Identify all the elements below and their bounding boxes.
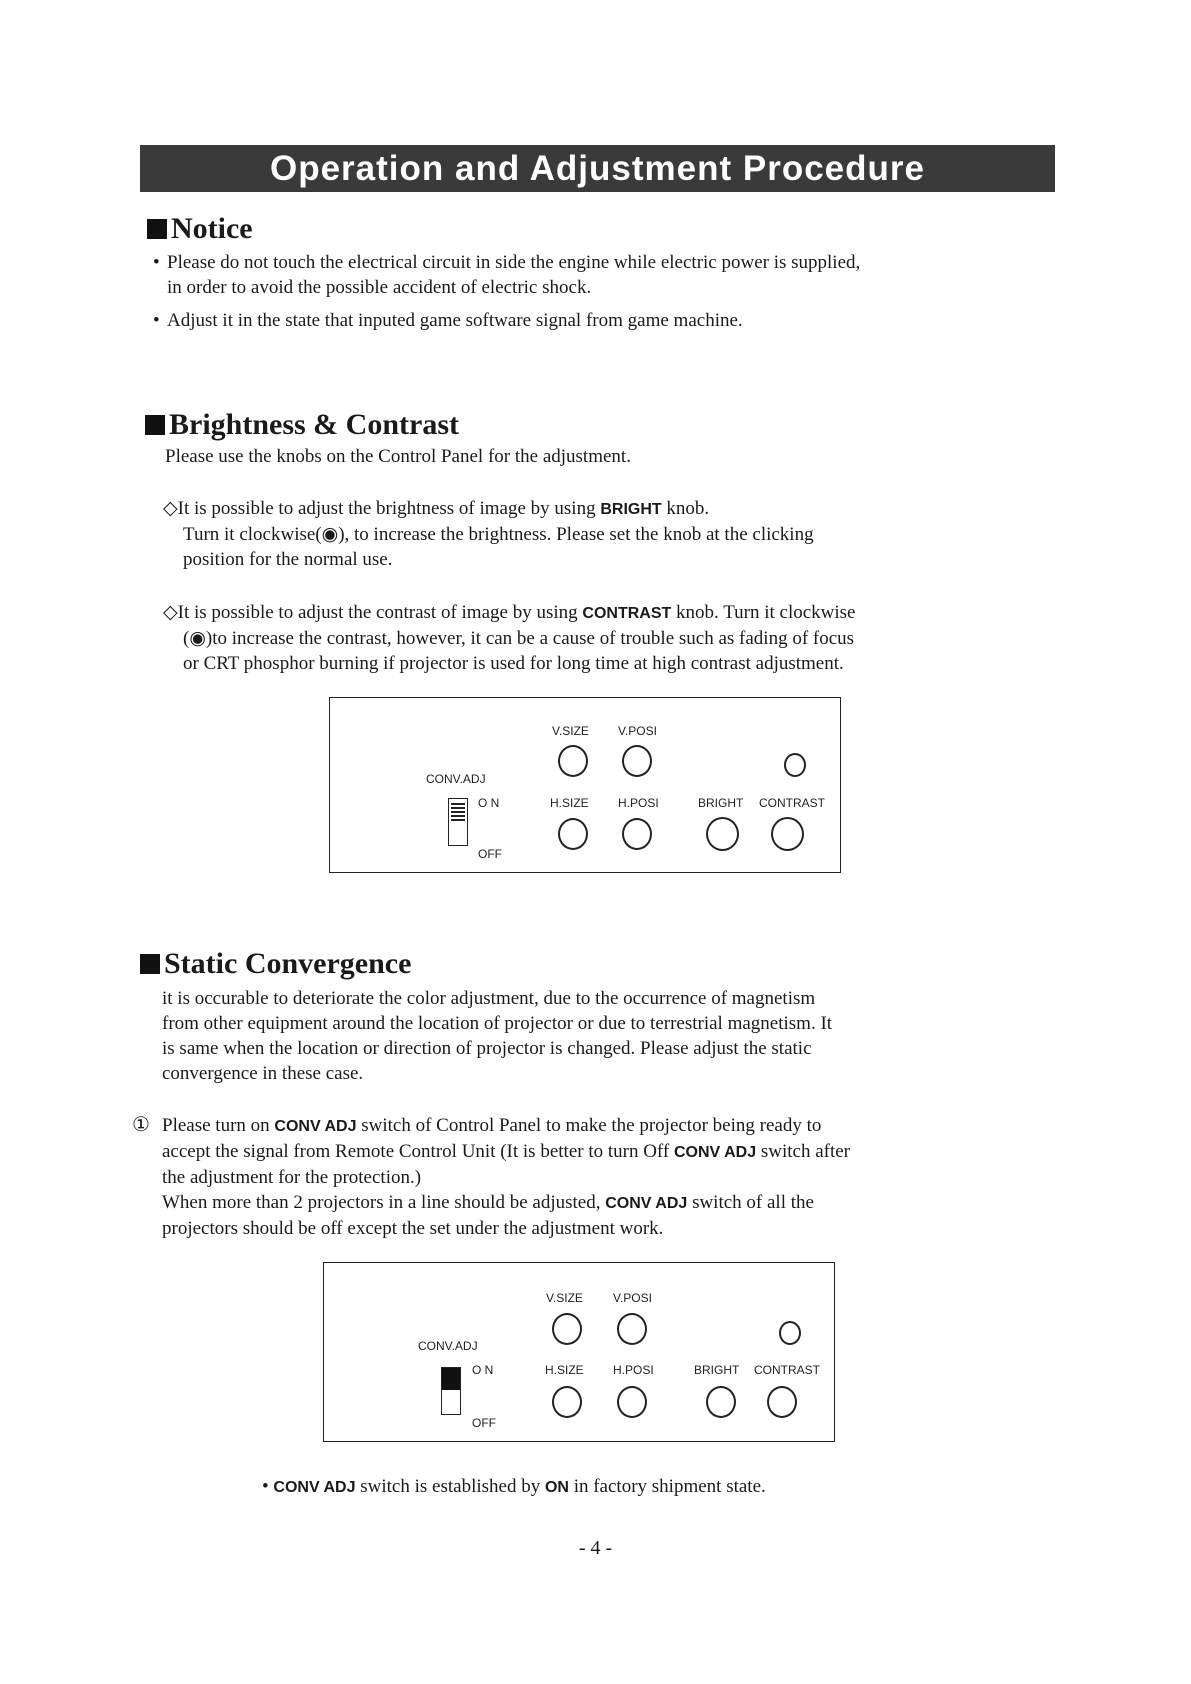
bright-label: BRIGHT (698, 796, 744, 810)
brightness-item-body: Turn it clockwise(◉), to increase the brightness. Please set the knob at the clicking position for the normal use. (183, 524, 814, 570)
hsize-knob (558, 818, 588, 850)
switch-on-label: O N (472, 1363, 494, 1377)
bright-knob (706, 1386, 736, 1418)
step-number: ① (132, 1114, 150, 1136)
square-bullet-icon (145, 415, 165, 435)
conv-adj-switch (448, 798, 468, 846)
contrast-item: ◇It is possible to adjust the contrast of image by using CONTRAST knob. Turn it clockwise (163, 602, 856, 623)
vsize-knob (558, 745, 588, 777)
control-panel-diagram-2 (323, 1262, 835, 1442)
brightness-heading: Brightness & Contrast (145, 408, 459, 442)
switch-on-label: O N (478, 796, 500, 810)
conv-adj-switch (441, 1367, 461, 1415)
contrast-label: CONTRAST (759, 796, 825, 810)
hposi-label: H.POSI (618, 796, 659, 810)
contrast-top-knob (784, 753, 806, 777)
vsize-label: V.SIZE (546, 1291, 583, 1305)
switch-off-label: OFF (478, 847, 502, 861)
notice-item-1: Please do not touch the electrical circuit in side the engine while electric power is supplied, in order to avoid the possible accident of electric shock. (167, 252, 861, 298)
control-panel-diagram (329, 697, 841, 873)
brightness-intro: Please use the knobs on the Control Panel for the adjustment. (165, 446, 631, 467)
hsize-label: H.SIZE (550, 796, 589, 810)
vposi-label: V.POSI (613, 1291, 652, 1305)
vsize-label: V.SIZE (552, 724, 589, 738)
convergence-step-1: Please turn on CONV ADJ switch of Control Panel to make the projector being ready to accept the signal from Remote Control Unit (It is better to turn Off CONV ADJ switch after the adjustment for the protection.) When more than 2 projectors in a line should be adjusted, CONV ADJ switch of all the projectors should be off except the set under the adjustment work. (162, 1115, 850, 1239)
hposi-label: H.POSI (613, 1363, 654, 1377)
notice-bullet: • (153, 252, 160, 273)
vposi-label: V.POSI (618, 724, 657, 738)
square-bullet-icon (140, 954, 160, 974)
hposi-knob (622, 818, 652, 850)
contrast-label: CONTRAST (754, 1363, 820, 1377)
convergence-heading: Static Convergence (140, 947, 411, 981)
contrast-knob (767, 1386, 797, 1418)
square-bullet-icon (147, 219, 167, 239)
conv-adj-label: CONV.ADJ (418, 1339, 478, 1353)
bright-knob (706, 817, 739, 851)
page-banner: Operation and Adjustment Procedure (140, 145, 1055, 192)
notice-heading: Notice (147, 212, 253, 246)
brightness-item: ◇It is possible to adjust the brightness of image by using BRIGHT knob. (163, 498, 710, 519)
switch-off-label: OFF (472, 1416, 496, 1430)
notice-bullet: • (153, 310, 160, 331)
contrast-top-knob (779, 1321, 801, 1345)
contrast-knob (771, 817, 804, 851)
vposi-knob (622, 745, 652, 777)
conv-adj-label: CONV.ADJ (426, 772, 486, 786)
bright-label: BRIGHT (694, 1363, 740, 1377)
vposi-knob (617, 1313, 647, 1345)
factory-note: • CONV ADJ switch is established by ON in factory shipment state. (262, 1476, 766, 1497)
page-number: - 4 - (578, 1537, 613, 1559)
hposi-knob (617, 1386, 647, 1418)
contrast-item-body: (◉)to increase the contrast, however, it can be a cause of trouble such as fading of focus or CRT phosphor burning if projector is used for long time at high contrast adjustment. (183, 628, 855, 674)
hsize-knob (552, 1386, 582, 1418)
convergence-paragraph: it is occurable to deteriorate the color adjustment, due to the occurrence of magnetism from other equipment around the location of projector or due to terrestrial magnetism. It is same when the location or direction of projector is changed. Please adjust the static convergence in these case. (162, 988, 833, 1084)
notice-item-2: Adjust it in the state that inputed game software signal from game machine. (167, 310, 743, 331)
vsize-knob (552, 1313, 582, 1345)
hsize-label: H.SIZE (545, 1363, 584, 1377)
